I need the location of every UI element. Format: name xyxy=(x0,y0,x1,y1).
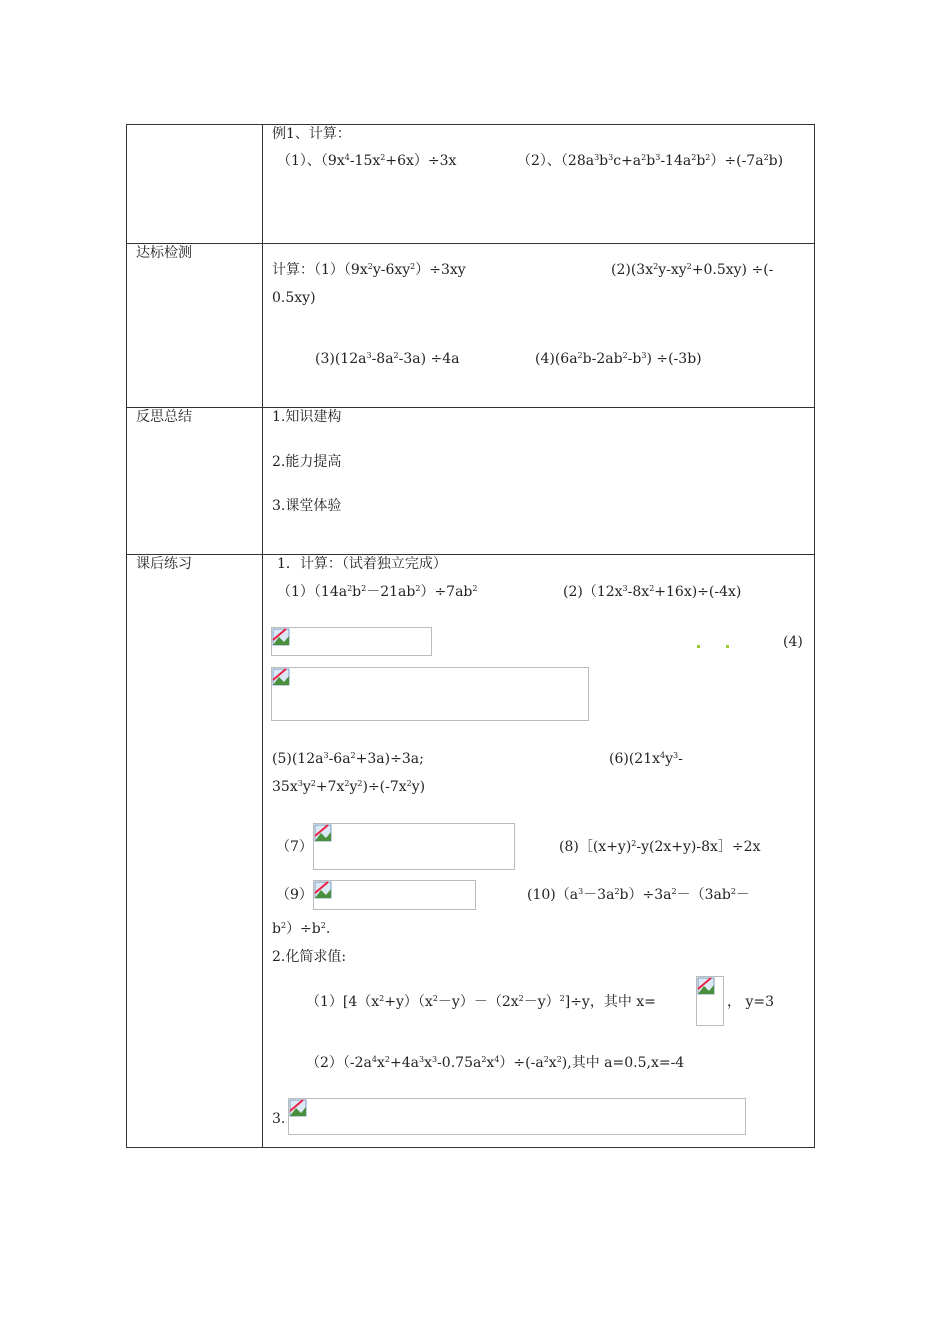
reflect-item: 2.能力提高 xyxy=(272,454,342,470)
missing-image-placeholder xyxy=(271,667,589,721)
missing-image-placeholder xyxy=(313,823,515,870)
homework-problem-10-cont: $b^2)\div b^2$. xyxy=(272,921,331,937)
simplify-problem-1-y: ， y=3 xyxy=(727,994,774,1010)
row-divider xyxy=(126,243,815,244)
homework-problem-6-cont: $35x^3y^2+7x^2y^2)\div(-7x^2y)$ xyxy=(272,779,426,795)
homework-q2-title: 2.化简求值: xyxy=(272,949,347,965)
example-title: 例1、计算： xyxy=(272,126,351,142)
decorative-dot xyxy=(726,645,729,648)
homework-problem-2: $(2)(12x^3-8x^2+16x)\div(-4x)$ xyxy=(563,584,742,600)
check-problem-3: $(3)(12a^3-8a^2-3a) \div 4a$ xyxy=(315,351,460,367)
reflect-item: 3.课堂体验 xyxy=(272,498,342,514)
homework-problem-4: (4) xyxy=(783,634,803,650)
homework-problem-7-label: （7） xyxy=(276,839,313,855)
broken-image-icon xyxy=(272,628,290,646)
homework-problem-1: $(1)(14a^2b^2-21ab^2)\div 7ab^2$ xyxy=(277,584,478,600)
row-label-homework: 课后练习 xyxy=(136,556,192,572)
missing-image-placeholder xyxy=(271,627,432,656)
check-line-1-left: 计算：$(1)(9x^2y-6xy^2)\div 3xy$ xyxy=(272,262,466,278)
check-line-2: 0.5xy) xyxy=(272,290,316,306)
homework-q3-label: 3. xyxy=(272,1111,286,1127)
row-label-check: 达标检测 xyxy=(136,245,192,261)
example-problem-2: （2）、$(28a^3b^3c+a^2b^3-14a^2b^2)\div(-7a^2b)$ xyxy=(517,153,784,169)
broken-image-icon xyxy=(314,881,332,899)
homework-problem-9-label: （9） xyxy=(276,887,313,903)
broken-image-icon xyxy=(272,668,290,686)
homework-problem-5: $(5)(12a^3-6a^2+3a)\div 3a$; xyxy=(272,751,424,767)
broken-image-icon xyxy=(697,977,715,995)
row-label-reflect: 反思总结 xyxy=(136,409,192,425)
reflect-item: 1.知识建构 xyxy=(272,409,342,425)
broken-image-icon xyxy=(314,824,332,842)
simplify-problem-1: $(1)[4(x^2+y)(x^2-y)-(2x^2-y)^2]\div y$，其中 x= xyxy=(306,994,656,1010)
example-problem-1: （1）、$(9x^4-15x^2+6x)\div 3x$ xyxy=(277,153,457,169)
missing-image-placeholder xyxy=(288,1098,746,1135)
homework-problem-8: $(8)[(x+y)^2-y(2x+y)-8x]\div 2x$ xyxy=(559,839,761,855)
check-problem-4: $(4)(6a^2b-2ab^2-b^3) \div(-3b)$ xyxy=(535,351,702,367)
row-divider xyxy=(126,554,815,555)
check-line-1-right: $(2)(3x^2y-xy^2+0.5xy)$ ÷(- xyxy=(611,262,774,278)
homework-problem-6-start: $(6)(21x^4y^3-$ xyxy=(609,751,683,767)
decorative-dot xyxy=(697,645,700,648)
homework-problem-10: $(10)(a^3-3a^2b)\div 3a^2-(3ab^2-$ xyxy=(527,887,750,903)
homework-q1-title: 1．计算：（试着独立完成） xyxy=(277,556,447,572)
simplify-problem-2: $(2)(-2a^4x^2+4a^3x^3-0.75a^2x^4)\div(-a^2x^2)$,其中 a=0.5,x=-4 xyxy=(306,1055,685,1071)
broken-image-icon xyxy=(289,1099,307,1117)
row-divider xyxy=(126,407,815,408)
missing-image-placeholder xyxy=(313,880,476,910)
column-divider xyxy=(262,124,263,1148)
